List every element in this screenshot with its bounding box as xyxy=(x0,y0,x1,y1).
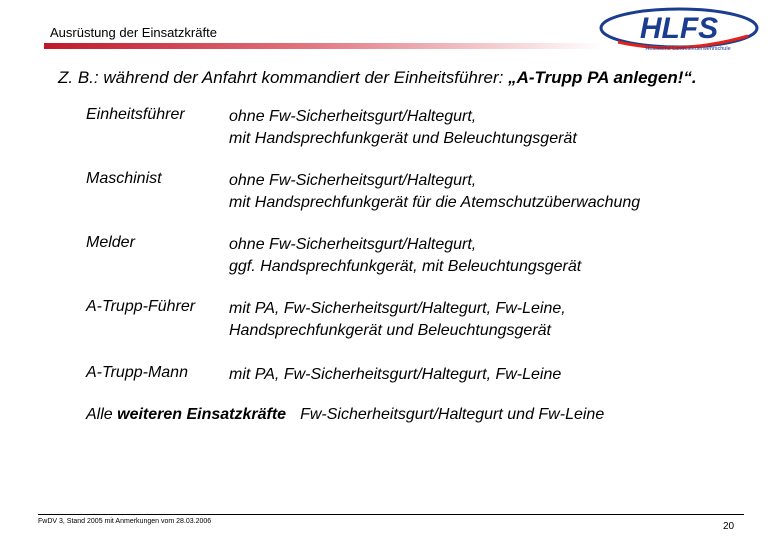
intro-command-quote: „A-Trupp PA anlegen!“. xyxy=(508,68,697,87)
role-label: Einheitsführer xyxy=(86,106,185,123)
description-line: ggf. Handsprechfunkgerät, mit Beleuchtungsgerät xyxy=(229,258,582,275)
intro-line xyxy=(58,68,697,88)
final-row xyxy=(86,406,604,424)
final-prefix: Alle xyxy=(86,406,118,423)
final-bold-label: weiteren Einsatzkräfte xyxy=(117,406,287,423)
footer-source: FwDV 3, Stand 2005 mit Anmerkungen vom 28.03.2006 xyxy=(38,518,212,525)
logo-text: HLFS xyxy=(639,12,719,45)
intro-prefix: Z. B.: während der Anfahrt kommandiert der Einheitsführer: xyxy=(58,68,509,87)
footer-divider xyxy=(38,514,744,515)
role-label: Maschinist xyxy=(86,170,162,187)
role-label: A-Trupp-Führer xyxy=(86,298,196,315)
description-line: mit Handsprechfunkgerät und Beleuchtungsgerät xyxy=(229,130,577,147)
slide-header-title: Ausrüstung der Einsatzkräfte xyxy=(50,25,217,40)
description-line: mit Handsprechfunkgerät für die Atemschutzüberwachung xyxy=(229,194,641,211)
description-line: ohne Fw-Sicherheitsgurt/Haltegurt, xyxy=(229,108,477,125)
role-label: A-Trupp-Mann xyxy=(86,364,188,381)
description-line: ohne Fw-Sicherheitsgurt/Haltegurt, xyxy=(229,172,477,189)
role-description xyxy=(229,364,561,386)
hlfs-logo xyxy=(598,6,760,54)
description-line: ohne Fw-Sicherheitsgurt/Haltegurt, xyxy=(229,236,477,253)
role-description xyxy=(229,170,640,214)
role-label: Melder xyxy=(86,234,135,251)
role-description xyxy=(229,298,566,342)
description-line: Handsprechfunkgerät und Beleuchtungsgerät xyxy=(229,322,551,339)
description-line: mit PA, Fw-Sicherheitsgurt/Haltegurt, Fw-Leine xyxy=(229,366,562,383)
role-description xyxy=(229,234,581,278)
final-description: Fw-Sicherheitsgurt/Haltegurt und Fw-Leine xyxy=(300,406,605,423)
description-line: mit PA, Fw-Sicherheitsgurt/Haltegurt, Fw-Leine, xyxy=(229,300,566,317)
role-description xyxy=(229,106,577,150)
page-number: 20 xyxy=(723,521,735,532)
logo-subtext: Hessische Landesfeuerwehrschule xyxy=(645,46,731,52)
header-divider xyxy=(44,43,602,49)
